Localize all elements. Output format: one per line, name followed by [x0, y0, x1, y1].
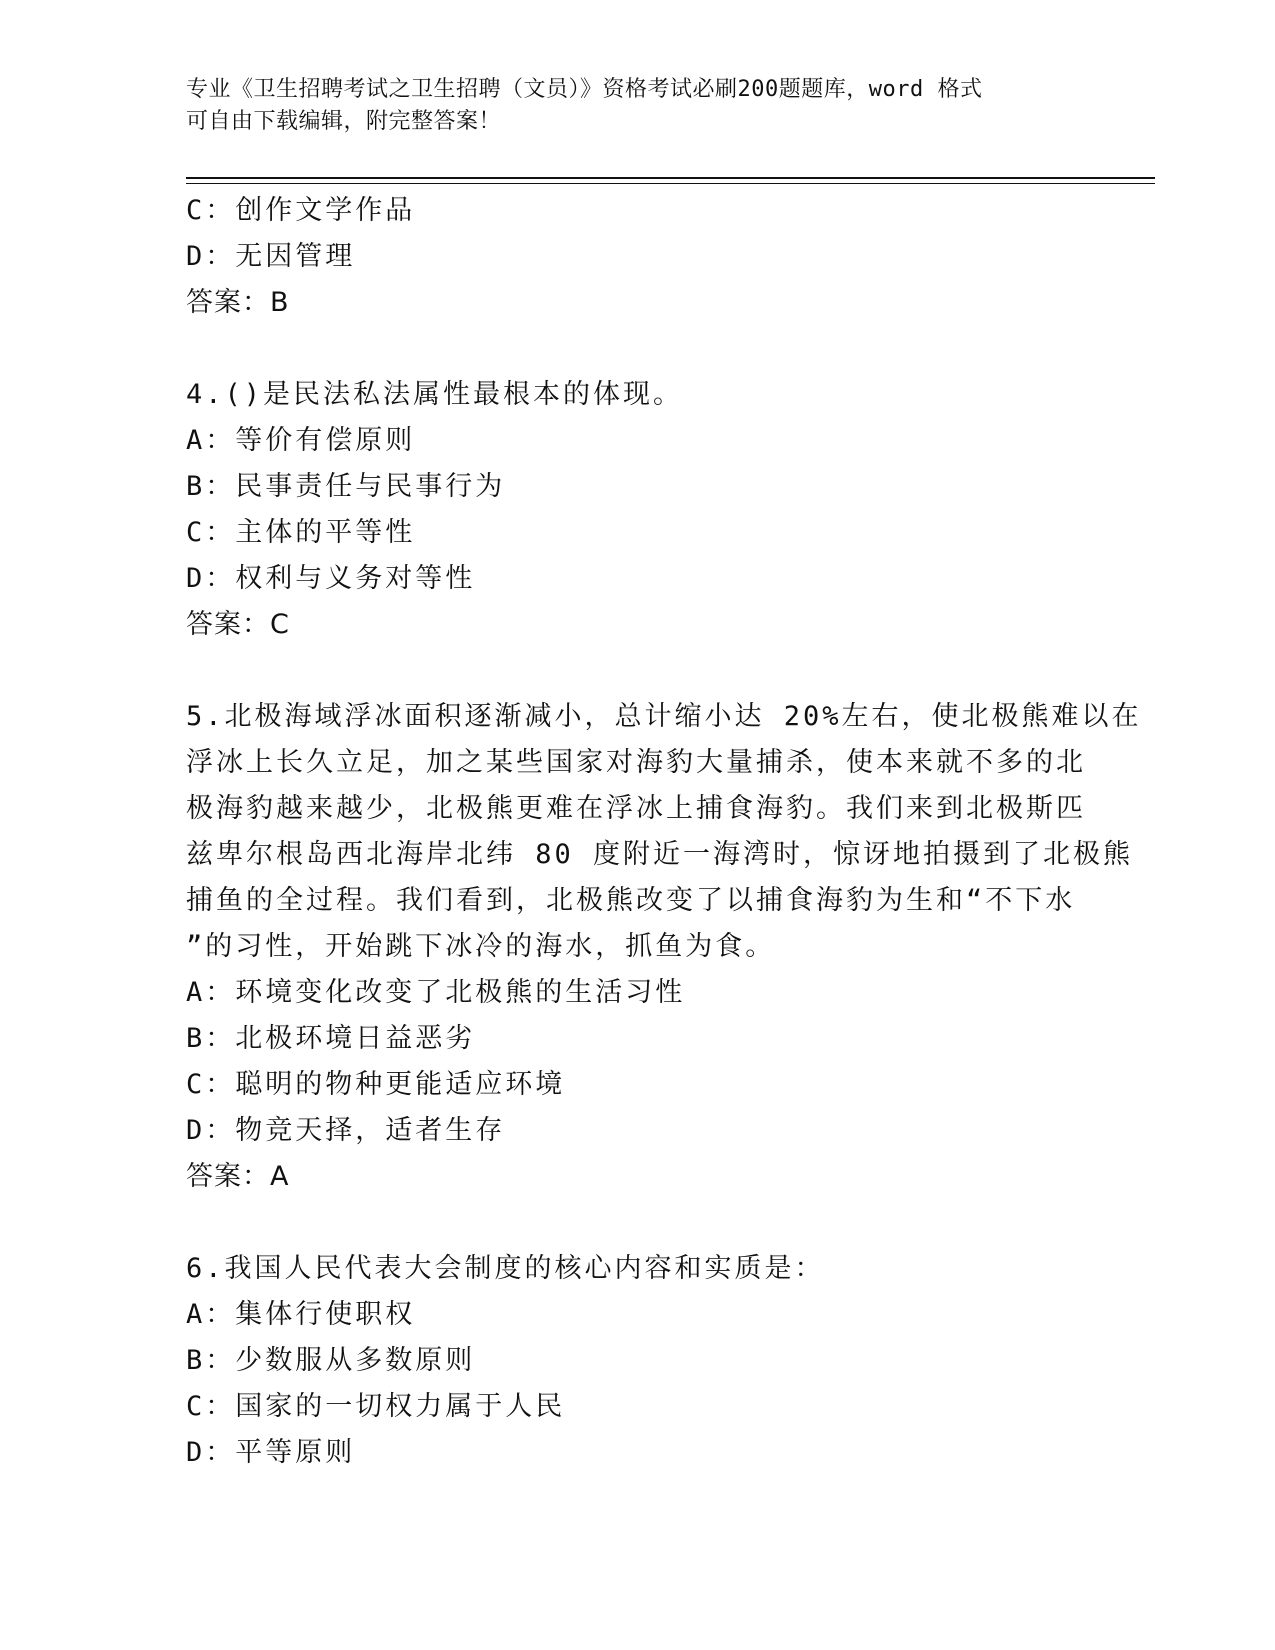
option-c: C：主体的平等性 [186, 517, 416, 548]
option-d: D：无因管理 [186, 241, 356, 272]
answer-line: 答案：A [186, 1161, 290, 1192]
option-d: D：物竞天择，适者生存 [186, 1115, 506, 1146]
question-gap [186, 326, 1086, 372]
option-b: B：北极环境日益恶劣 [186, 1023, 476, 1054]
question-gap [186, 648, 1086, 694]
answer-line: 答案：B [186, 287, 290, 318]
option-c: C：聪明的物种更能适应环境 [186, 1069, 566, 1100]
option-c: C：创作文学作品 [186, 195, 416, 226]
document-header [186, 74, 1076, 138]
question-stem: 4.()是民法私法属性最根本的体现。 [186, 379, 684, 410]
option-b: B：民事责任与民事行为 [186, 471, 506, 502]
header-title-line-2: 可自由下载编辑，附完整答案！ [186, 109, 502, 134]
question-5 [186, 694, 1142, 1200]
question-6 [186, 1246, 1086, 1476]
answer-line: 答案：C [186, 609, 290, 640]
question-stem-line: 捕鱼的全过程。我们看到，北极熊改变了以捕食海豹为生和“不下水 [186, 885, 1076, 916]
option-c: C：国家的一切权力属于人民 [186, 1391, 566, 1422]
option-a: A：环境变化改变了北极熊的生活习性 [186, 977, 686, 1008]
question-stem-line: 浮冰上长久立足，加之某些国家对海豹大量捕杀，使本来就不多的北 [186, 747, 1086, 778]
option-d: D：权利与义务对等性 [186, 563, 476, 594]
option-a: A：集体行使职权 [186, 1299, 416, 1330]
header-divider-thick [186, 177, 1155, 179]
question-stem-line: 兹卑尔根岛西北海岸北纬 80 度附近一海湾时，惊讶地拍摄到了北极熊 [186, 839, 1134, 870]
question-list [186, 188, 1142, 1476]
question-4 [186, 372, 1086, 648]
option-a: A：等价有偿原则 [186, 425, 416, 456]
question-gap [186, 1200, 1086, 1246]
question-stem-line: 5.北极海域浮冰面积逐渐减小，总计缩小达 20%左右，使北极熊难以在 [186, 701, 1142, 732]
question-stem: 6.我国人民代表大会制度的核心内容和实质是： [186, 1253, 825, 1284]
header-title-line-1: 专业《卫生招聘考试之卫生招聘（文员）》资格考试必刷200题题库，word 格式 [186, 77, 983, 102]
option-d: D：平等原则 [186, 1437, 356, 1468]
option-b: B：少数服从多数原则 [186, 1345, 476, 1376]
question-stem-line: 极海豹越来越少，北极熊更难在浮冰上捕食海豹。我们来到北极斯匹 [186, 793, 1086, 824]
question-stem-line: ”的习性，开始跳下冰冷的海水，抓鱼为食。 [186, 931, 776, 962]
question-3-tail [186, 188, 1086, 326]
header-divider-thin [186, 183, 1155, 184]
